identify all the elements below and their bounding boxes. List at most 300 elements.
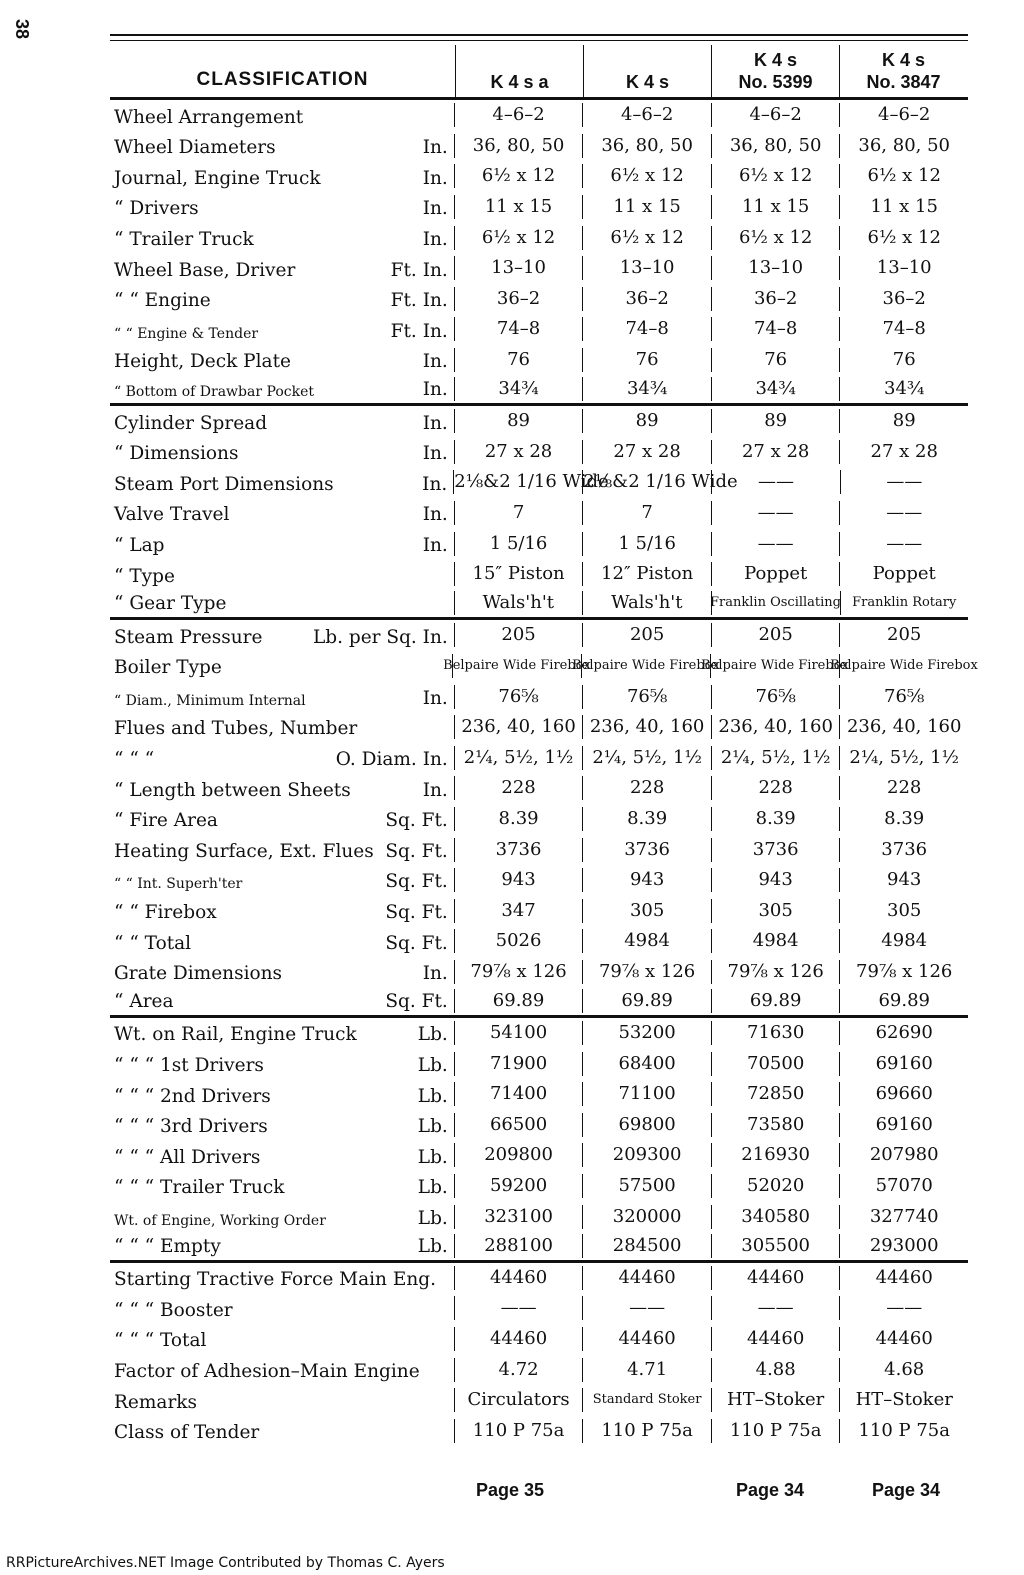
row-label-cell	[110, 528, 454, 559]
value-cell: Circulators	[454, 1388, 583, 1412]
value-cell: 15″ Piston	[454, 562, 583, 586]
table-row	[110, 1416, 968, 1447]
value-cell: Standard Stoker	[582, 1388, 711, 1412]
value-cell: 228	[454, 776, 583, 800]
value-cell: 228	[582, 776, 711, 800]
table-row	[110, 498, 968, 529]
row-label: “ Fire Area	[114, 810, 218, 832]
value-cell: 69.89	[582, 989, 711, 1013]
value-cell: 8.39	[454, 807, 583, 831]
row-label: “ Bottom of Drawbar Pocket	[114, 383, 315, 400]
row-label-cell	[110, 1263, 454, 1294]
table-row	[110, 1018, 968, 1049]
value-cell: ——	[840, 470, 968, 494]
row-unit: Sq. Ft.	[385, 840, 448, 862]
value-cell: 11 x 15	[711, 195, 840, 219]
value-cell: 12″ Piston	[582, 562, 711, 586]
row-label: “ “ Total	[114, 932, 192, 954]
row-unit: In.	[422, 534, 448, 556]
row-label-cell	[110, 773, 454, 804]
value-cell: 943	[711, 868, 840, 892]
row-label-cell	[110, 620, 454, 651]
value-cell: 1 5/16	[454, 532, 583, 556]
row-unit: Lb.	[417, 1177, 448, 1199]
value-cell: 76	[711, 348, 840, 372]
value-cell: 27 x 28	[454, 440, 583, 464]
row-label-cell	[110, 100, 454, 131]
value-cell: 36, 80, 50	[711, 134, 840, 158]
table-row	[110, 253, 968, 284]
value-cell: 44460	[582, 1327, 711, 1351]
value-cell: 320000	[582, 1205, 711, 1229]
value-cell: 76⅝	[839, 685, 968, 709]
row-label-cell	[110, 222, 454, 253]
value-cell: Belpaire Wide Firebox	[581, 654, 710, 678]
row-label: “ “ “ All Drivers	[114, 1146, 261, 1168]
value-cell: 288100	[454, 1234, 583, 1258]
row-label: “ “ “	[114, 749, 155, 771]
value-cell: 305500	[711, 1234, 840, 1258]
value-cell: 205	[839, 623, 968, 647]
value-cell: Belpaire Wide Firebox	[452, 654, 581, 678]
value-cell: 70500	[711, 1052, 840, 1076]
table-row	[110, 926, 968, 957]
value-cell: 228	[711, 776, 840, 800]
value-cell: 79⅞ x 126	[839, 960, 968, 984]
value-cell: HT–Stoker	[839, 1388, 968, 1412]
row-unit: Sq. Ft.	[385, 932, 448, 954]
table-row	[110, 651, 978, 682]
value-cell: 205	[711, 623, 840, 647]
row-unit: In.	[422, 378, 448, 400]
value-cell: 66500	[454, 1113, 583, 1137]
value-cell: 71900	[454, 1052, 583, 1076]
value-cell: ——	[582, 1296, 711, 1320]
value-cell: 44460	[839, 1327, 968, 1351]
table-row	[110, 1201, 968, 1232]
table-row	[110, 1171, 968, 1202]
row-label: “ “ Engine & Tender	[114, 325, 259, 342]
table-row	[110, 1232, 968, 1263]
value-cell: 79⅞ x 126	[711, 960, 840, 984]
value-cell: 36–2	[711, 287, 840, 311]
row-label-cell	[110, 253, 454, 284]
value-cell: 74–8	[582, 317, 711, 341]
row-label-cell	[110, 926, 454, 957]
top-rule	[110, 34, 968, 36]
row-label: “ “ Engine	[114, 290, 211, 312]
value-cell: 73580	[711, 1113, 840, 1137]
row-label: “ Diam., Minimum Internal	[114, 692, 306, 709]
value-cell: 347	[454, 899, 583, 923]
value-cell: 6½ x 12	[454, 164, 583, 188]
value-cell: Poppet	[711, 562, 840, 586]
table-row	[110, 314, 968, 345]
value-cell: 76⅝	[582, 685, 711, 709]
value-cell: 57070	[839, 1174, 968, 1198]
table-row	[110, 1385, 968, 1416]
column-header-line1: K 4 s	[753, 50, 798, 70]
row-label: Wheel Base, Driver	[114, 259, 296, 281]
value-cell: 44460	[711, 1266, 840, 1290]
value-cell: 59200	[454, 1174, 583, 1198]
value-cell: 72850	[711, 1082, 840, 1106]
value-cell: 943	[839, 868, 968, 892]
value-cell: 4.71	[582, 1358, 711, 1382]
value-cell: 943	[582, 868, 711, 892]
value-cell: 13–10	[711, 256, 840, 280]
value-cell: 3736	[454, 838, 583, 862]
column-header-line2: K 4 s	[625, 72, 670, 92]
value-cell: 2¼, 5½, 1½	[711, 746, 840, 770]
table-row	[110, 1324, 968, 1355]
row-label: Heating Surface, Ext. Flues	[114, 840, 374, 862]
value-cell: Belpaire Wide Firebox	[839, 654, 968, 678]
row-unit: In.	[422, 228, 448, 250]
value-cell: 3736	[582, 838, 711, 862]
row-label-cell	[110, 1018, 454, 1049]
value-cell: 236, 40, 160	[711, 715, 840, 739]
row-label: “ Length between Sheets	[114, 779, 351, 801]
value-cell: 89	[839, 409, 968, 433]
column-header-line1: K 4 s	[881, 50, 926, 70]
row-label-cell	[110, 957, 454, 988]
value-cell: 110 P 75a	[839, 1419, 968, 1443]
value-cell: 327740	[839, 1205, 968, 1229]
row-label: “ Trailer Truck	[114, 228, 254, 250]
row-label: “ “ “ 1st Drivers	[114, 1055, 264, 1076]
value-cell: 13–10	[454, 256, 583, 280]
value-cell: 2¼, 5½, 1½	[454, 746, 583, 770]
classification-heading: CLASSIFICATION	[196, 69, 369, 90]
row-label-cell	[110, 681, 454, 712]
row-label: “ “ Firebox	[114, 902, 217, 924]
value-cell: 110 P 75a	[454, 1419, 583, 1443]
row-label-cell	[110, 192, 454, 223]
row-label-cell	[110, 498, 454, 529]
value-cell: 89	[454, 409, 583, 433]
value-cell: 44460	[711, 1327, 840, 1351]
table-row	[110, 1263, 968, 1294]
value-cell: 69160	[839, 1052, 968, 1076]
column-header-k4s-5399	[711, 45, 839, 97]
value-cell: 4–6–2	[454, 103, 583, 127]
row-label: Boiler Type	[114, 657, 222, 679]
value-cell: 110 P 75a	[582, 1419, 711, 1443]
value-cell: 6½ x 12	[582, 226, 711, 250]
row-label: Class of Tender	[114, 1422, 260, 1444]
value-cell: 27 x 28	[839, 440, 968, 464]
table-row	[110, 284, 968, 315]
table-row	[110, 865, 968, 896]
row-label: “ Area	[114, 990, 174, 1012]
column-header-line2: No. 3847	[866, 72, 941, 92]
table-row	[110, 161, 968, 192]
value-cell: 69.89	[711, 989, 840, 1013]
row-label-cell	[110, 161, 454, 192]
value-cell: 36–2	[582, 287, 711, 311]
value-cell: Wals'h't	[454, 591, 582, 615]
value-cell: 89	[711, 409, 840, 433]
row-label-cell	[110, 742, 454, 773]
table-row	[110, 1140, 968, 1171]
value-cell: 293000	[839, 1234, 968, 1258]
row-label: Journal, Engine Truck	[114, 167, 321, 189]
table-row	[110, 987, 968, 1018]
row-unit: Sq. Ft.	[385, 990, 448, 1012]
value-cell: 305	[711, 899, 840, 923]
row-unit: In.	[422, 351, 448, 373]
spec-table	[110, 34, 978, 1446]
value-cell: 44460	[454, 1266, 583, 1290]
table-row	[110, 895, 968, 926]
value-cell: 74–8	[711, 317, 840, 341]
value-cell: 207980	[839, 1143, 968, 1167]
row-unit: In.	[422, 504, 448, 526]
table-row	[110, 1110, 968, 1141]
value-cell: 209300	[582, 1143, 711, 1167]
row-unit: In.	[422, 198, 448, 220]
value-cell: 4–6–2	[582, 103, 711, 127]
value-cell: 69.89	[454, 989, 583, 1013]
row-unit: In.	[422, 473, 448, 495]
column-header-line2: No. 5399	[738, 72, 813, 92]
table-row	[110, 375, 968, 406]
value-cell: HT–Stoker	[711, 1388, 840, 1412]
value-cell: 340580	[711, 1205, 840, 1229]
row-unit: Ft. In.	[390, 259, 448, 281]
value-cell: 74–8	[454, 317, 583, 341]
value-cell: 6½ x 12	[711, 164, 840, 188]
value-cell: 305	[839, 899, 968, 923]
row-label: “ Type	[114, 565, 175, 587]
row-label-cell	[110, 1416, 454, 1447]
table-row	[110, 467, 968, 498]
table-row	[110, 742, 968, 773]
row-label: “ “ “ Trailer Truck	[114, 1177, 285, 1199]
table-header	[110, 41, 968, 100]
value-cell: 216930	[711, 1143, 840, 1167]
row-label: “ Dimensions	[114, 443, 239, 465]
value-cell: ——	[711, 470, 839, 494]
value-cell: 2⅛&2 1/16 Wide	[454, 471, 609, 493]
value-cell: 76	[582, 348, 711, 372]
value-cell: 6½ x 12	[711, 226, 840, 250]
row-label: “ Drivers	[114, 198, 199, 220]
row-label-cell	[110, 131, 454, 162]
table-row	[110, 192, 968, 223]
row-label: “ “ “ Booster	[114, 1299, 233, 1321]
value-cell: 11 x 15	[839, 195, 968, 219]
row-label-cell	[110, 1140, 454, 1171]
value-cell: 7	[582, 501, 711, 525]
value-cell: 4.72	[454, 1358, 583, 1382]
value-cell: 11 x 15	[454, 195, 583, 219]
value-cell: 76⅝	[711, 685, 840, 709]
row-label-cell	[110, 345, 454, 376]
value-cell: 36–2	[839, 287, 968, 311]
table-row	[110, 681, 968, 712]
row-label-cell	[110, 590, 454, 618]
value-cell: 69660	[839, 1082, 968, 1106]
column-header-k4s	[583, 45, 711, 97]
value-cell: ——	[454, 1296, 583, 1320]
page-number: 38	[12, 18, 32, 40]
row-label-cell	[110, 712, 454, 743]
value-cell: 34¾	[839, 377, 968, 401]
row-label-cell	[110, 1048, 454, 1079]
value-cell: 79⅞ x 126	[582, 960, 711, 984]
row-unit: Lb.	[417, 1207, 448, 1229]
row-label: “ “ “ 3rd Drivers	[114, 1116, 268, 1138]
value-cell: 2¼, 5½, 1½	[839, 746, 968, 770]
row-label-cell	[110, 1079, 454, 1110]
row-label-cell	[110, 559, 454, 590]
value-cell: 2⅛&2 1/16 Wide	[583, 471, 738, 493]
value-cell: Wals'h't	[582, 591, 710, 615]
value-cell: 34¾	[454, 377, 583, 401]
row-label: Steam Pressure	[114, 626, 263, 648]
row-unit: Sq. Ft.	[385, 810, 448, 832]
value-cell: 44460	[454, 1327, 583, 1351]
row-unit: Ft. In.	[390, 320, 448, 342]
value-cell: ——	[711, 1296, 840, 1320]
row-unit: In.	[422, 167, 448, 189]
table-row	[110, 528, 968, 559]
value-cell: 6½ x 12	[839, 226, 968, 250]
value-cell: Franklin Oscillating	[711, 591, 840, 615]
row-label-cell	[110, 1201, 454, 1232]
value-cell: 5026	[454, 929, 583, 953]
value-cell: 27 x 28	[582, 440, 711, 464]
column-header-k4s-3847	[839, 45, 967, 97]
row-label: “ “ “ Empty	[114, 1235, 221, 1257]
value-cell: 6½ x 12	[839, 164, 968, 188]
value-cell: 4984	[839, 929, 968, 953]
row-label: “ “ “ 2nd Drivers	[114, 1085, 271, 1107]
value-cell: 4.68	[839, 1358, 968, 1382]
value-cell: 236, 40, 160	[582, 715, 711, 739]
table-row	[110, 804, 968, 835]
value-cell: 44460	[582, 1266, 711, 1290]
value-cell: 1 5/16	[582, 532, 711, 556]
row-label-cell	[110, 375, 454, 403]
row-unit: Lb.	[417, 1085, 448, 1107]
row-label-cell	[110, 1293, 454, 1324]
value-cell: 53200	[582, 1021, 711, 1045]
row-label-cell	[110, 865, 454, 896]
value-cell: 13–10	[582, 256, 711, 280]
value-cell: 57500	[582, 1174, 711, 1198]
value-cell: 3736	[839, 838, 968, 862]
value-cell: Poppet	[839, 562, 968, 586]
value-cell: 4.88	[711, 1358, 840, 1382]
row-label: “ Lap	[114, 534, 165, 556]
row-label: Wheel Diameters	[114, 137, 276, 159]
value-cell: 943	[454, 868, 583, 892]
value-cell: 69160	[839, 1113, 968, 1137]
row-label-cell	[110, 1171, 454, 1202]
row-label: Remarks	[114, 1391, 197, 1413]
value-cell: 36, 80, 50	[582, 134, 711, 158]
value-cell: 228	[839, 776, 968, 800]
row-label: Wt. on Rail, Engine Truck	[114, 1024, 357, 1046]
value-cell: 36, 80, 50	[839, 134, 968, 158]
value-cell: 4984	[711, 929, 840, 953]
row-label-cell	[110, 895, 454, 926]
value-cell: 6½ x 12	[582, 164, 711, 188]
value-cell: 8.39	[839, 807, 968, 831]
value-cell: 7	[454, 501, 583, 525]
value-cell: 305	[582, 899, 711, 923]
row-label-cell	[110, 1385, 454, 1416]
row-label: Factor of Adhesion–Main Engine	[114, 1360, 420, 1382]
row-unit: Lb.	[417, 1024, 448, 1046]
image-credit: RRPictureArchives.NET Image Contributed by Thomas C. Ayers	[6, 1555, 445, 1571]
table-row	[110, 773, 968, 804]
value-cell: 27 x 28	[711, 440, 840, 464]
row-unit: Lb.	[417, 1055, 448, 1076]
page-ref-k4sa: Page 35	[476, 1480, 545, 1500]
table-row	[110, 437, 968, 468]
row-label: Grate Dimensions	[114, 963, 283, 985]
value-cell: 11 x 15	[582, 195, 711, 219]
row-unit: Sq. Ft.	[385, 871, 448, 893]
row-unit: O. Diam. In.	[335, 749, 448, 771]
row-unit: In.	[422, 443, 448, 465]
row-unit: Lb. per Sq. In.	[313, 626, 448, 648]
table-row	[110, 131, 968, 162]
value-cell: 44460	[839, 1266, 968, 1290]
row-label: Flues and Tubes, Number	[114, 718, 358, 740]
row-label-cell	[110, 834, 454, 865]
row-label-cell	[110, 1110, 454, 1141]
value-cell: 68400	[582, 1052, 711, 1076]
row-label: Wheel Arrangement	[114, 106, 304, 128]
row-label-cell	[110, 804, 454, 835]
value-cell: 4984	[582, 929, 711, 953]
row-label: “ “ Int. Superh'ter	[114, 876, 243, 893]
row-unit: In.	[422, 963, 448, 985]
row-unit: Lb.	[417, 1235, 448, 1257]
row-label-cell	[110, 1354, 454, 1385]
table-row	[110, 620, 968, 651]
value-cell: 13–10	[839, 256, 968, 280]
value-cell: 69800	[582, 1113, 711, 1137]
table-row	[110, 100, 968, 131]
table-row	[110, 345, 968, 376]
value-cell: 205	[582, 623, 711, 647]
value-cell: 209800	[454, 1143, 583, 1167]
table-row	[110, 1354, 968, 1385]
table-row	[110, 834, 968, 865]
value-cell: 4–6–2	[839, 103, 968, 127]
value-cell: 36–2	[454, 287, 583, 311]
value-cell: 76⅝	[454, 685, 583, 709]
row-unit: In.	[422, 412, 448, 434]
value-cell: 52020	[711, 1174, 840, 1198]
row-label: Valve Travel	[114, 504, 230, 526]
table-row	[110, 957, 968, 988]
value-cell: 323100	[454, 1205, 583, 1229]
value-cell: 284500	[582, 1234, 711, 1258]
value-cell: 89	[582, 409, 711, 433]
row-unit: Sq. Ft.	[385, 902, 448, 924]
table-body	[110, 100, 978, 1446]
value-cell: 236, 40, 160	[454, 715, 583, 739]
value-cell: 236, 40, 160	[839, 715, 968, 739]
row-label: Height, Deck Plate	[114, 351, 291, 373]
